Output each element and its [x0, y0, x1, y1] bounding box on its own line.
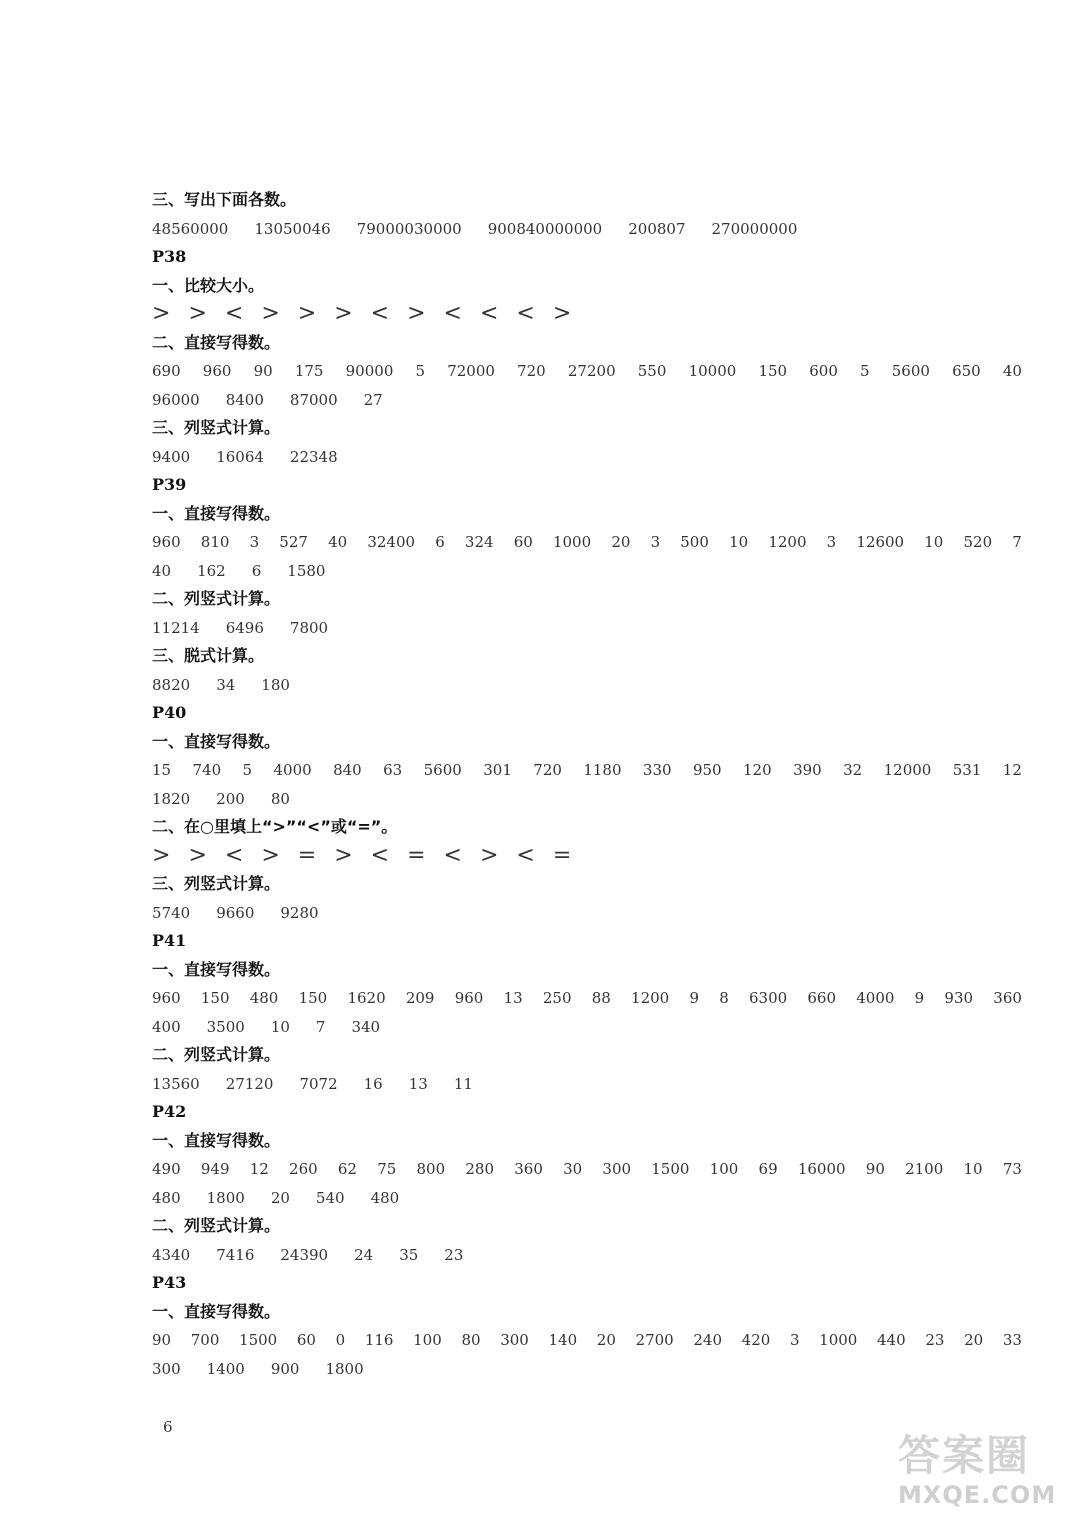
- answer-value: >: [407, 301, 426, 326]
- answer-row: [152, 1184, 1022, 1213]
- answer-value: =: [407, 842, 426, 868]
- answer-value: 20: [611, 533, 631, 551]
- answer-value: 480: [370, 1188, 400, 1207]
- answer-value: 1200: [768, 533, 807, 551]
- answer-value: 490: [152, 1160, 181, 1178]
- answer-value: 16000: [797, 1160, 846, 1178]
- answer-value: 12: [249, 1160, 269, 1178]
- answer-value: 440: [877, 1331, 906, 1349]
- answer-value: 390: [793, 761, 822, 779]
- answer-value: 960: [152, 533, 181, 551]
- answer-value: 8400: [225, 390, 264, 409]
- comparison-answers: [152, 300, 1022, 329]
- answer-value: 360: [993, 989, 1022, 1007]
- answer-value: 1820: [152, 789, 191, 808]
- answer-value: 11: [453, 1074, 473, 1093]
- page-label: P40: [152, 703, 187, 722]
- answer-value: 9660: [216, 903, 255, 922]
- answer-value: 15: [152, 761, 172, 779]
- answer-value: 1000: [552, 533, 592, 551]
- answer-value: =: [297, 842, 317, 868]
- answer-value: 40: [152, 561, 172, 580]
- answer-value: 73: [1002, 1160, 1022, 1178]
- answer-value: 280: [465, 1160, 495, 1178]
- answer-value: 7800: [289, 618, 329, 637]
- answer-value: 7072: [299, 1074, 338, 1093]
- answer-value: 13050046: [254, 219, 331, 238]
- answer-value: 13: [408, 1074, 428, 1093]
- answer-value: 150: [758, 362, 788, 380]
- answer-value: 5: [860, 362, 870, 380]
- answer-value: >: [334, 301, 353, 326]
- answer-value: 690: [152, 362, 181, 380]
- answer-value: <: [443, 842, 462, 868]
- answer-value: 90: [152, 1331, 172, 1349]
- answer-row: [152, 756, 1022, 785]
- answer-row: [152, 215, 1022, 244]
- answer-value: 1200: [631, 989, 670, 1007]
- answer-value: >: [152, 301, 171, 326]
- answer-value: 4000: [273, 761, 312, 779]
- answer-value: 96000: [152, 390, 200, 409]
- answer-value: >: [188, 301, 207, 326]
- page-label: P42: [152, 1102, 187, 1121]
- answer-value: 7416: [216, 1245, 255, 1264]
- answer-value: 24390: [280, 1245, 329, 1264]
- answer-row: [152, 671, 1022, 700]
- answer-value: 1400: [206, 1359, 245, 1378]
- answer-value: 3: [826, 533, 837, 551]
- answer-value: 3: [650, 533, 661, 551]
- answer-value: 720: [533, 761, 562, 779]
- answer-value: 930: [944, 989, 974, 1007]
- answer-value: 300: [152, 1359, 181, 1378]
- answer-value: 20: [270, 1188, 290, 1207]
- watermark-logo-text: 答案圈: [898, 1431, 1031, 1480]
- answer-row: [152, 614, 1022, 643]
- answer-value: 400: [152, 1017, 181, 1036]
- answer-value: 8: [719, 989, 729, 1007]
- answer-value: 4000: [856, 989, 895, 1007]
- answer-value: 1620: [347, 989, 386, 1007]
- answer-value: <: [479, 301, 499, 326]
- answer-value: 180: [261, 675, 290, 694]
- answer-value: 11214: [152, 618, 200, 637]
- answer-value: 7: [1012, 533, 1022, 551]
- answer-value: 40: [328, 533, 348, 551]
- answer-value: 4340: [152, 1245, 191, 1264]
- answer-value: 550: [637, 362, 667, 380]
- answer-value: >: [261, 842, 280, 868]
- answer-value: 20: [596, 1331, 616, 1349]
- answer-value: 40: [1002, 362, 1022, 380]
- answer-value: 9: [914, 989, 925, 1007]
- section-heading: 三、脱式计算。: [152, 646, 265, 665]
- answer-value: 720: [517, 362, 546, 380]
- answer-value: 527: [279, 533, 308, 551]
- answer-value: 9400: [152, 447, 191, 466]
- answer-value: 324: [464, 533, 494, 551]
- section-heading: 一、直接写得数。: [152, 731, 281, 751]
- answer-value: 600: [809, 362, 838, 380]
- answer-value: 700: [190, 1331, 220, 1349]
- answer-value: 5600: [891, 362, 930, 380]
- answer-value: 62: [337, 1160, 357, 1178]
- answer-value: 60: [513, 533, 533, 551]
- answer-value: 16064: [216, 447, 264, 466]
- answer-value: 9280: [280, 903, 319, 922]
- answer-value: <: [370, 842, 390, 868]
- answer-value: >: [297, 301, 317, 326]
- answer-value: 79000030000: [356, 219, 462, 238]
- answer-value: 116: [364, 1331, 394, 1349]
- answer-value: 360: [514, 1160, 543, 1178]
- answer-value: 250: [542, 989, 572, 1007]
- answer-row: [152, 557, 1022, 586]
- answer-value: 10: [729, 533, 749, 551]
- answer-value: 175: [294, 362, 324, 380]
- page-label: P39: [152, 475, 187, 494]
- comparison-answers: [152, 842, 1022, 871]
- answer-value: <: [224, 301, 244, 326]
- answer-value: 20: [964, 1331, 984, 1349]
- answer-value: 1000: [819, 1331, 858, 1349]
- answer-value: <: [516, 301, 535, 326]
- answer-value: 200807: [628, 219, 686, 238]
- answer-value: 1800: [206, 1188, 245, 1207]
- answer-value: 13: [503, 989, 523, 1007]
- answer-row: [152, 386, 1022, 415]
- answer-value: 100: [709, 1160, 739, 1178]
- answer-value: 5: [415, 362, 426, 380]
- answer-row: [152, 1355, 1022, 1384]
- answer-row: [152, 984, 1022, 1013]
- answer-row: [152, 1326, 1022, 1355]
- answer-value: 960: [202, 362, 232, 380]
- answer-value: 27: [363, 390, 383, 409]
- answer-value: 90: [253, 362, 273, 380]
- answer-value: 340: [351, 1017, 381, 1036]
- answer-row: [152, 357, 1022, 386]
- answer-value: 900840000000: [487, 219, 603, 238]
- answer-row: [152, 785, 1022, 814]
- answer-value: 32: [843, 761, 863, 779]
- answer-value: 48560000: [152, 219, 229, 238]
- page-label: P38: [152, 247, 187, 266]
- answer-document: [152, 186, 1022, 1383]
- answer-value: <: [443, 301, 462, 326]
- answer-value: 35: [399, 1245, 419, 1264]
- section-heading: 三、列竖式计算。: [152, 874, 281, 893]
- answer-value: 6: [435, 533, 445, 551]
- section-heading: 一、比较大小。: [152, 275, 265, 295]
- answer-value: 32400: [367, 533, 416, 551]
- page-number: 6: [163, 1418, 173, 1436]
- answer-value: 12: [1002, 761, 1022, 779]
- section-heading: 一、直接写得数。: [152, 1301, 281, 1321]
- answer-value: 10000: [688, 362, 737, 380]
- answer-value: 1500: [651, 1160, 690, 1178]
- answer-value: 6: [251, 561, 262, 580]
- answer-value: 75: [377, 1160, 397, 1178]
- page-label: P41: [152, 931, 187, 950]
- answer-value: 2700: [635, 1331, 674, 1349]
- answer-value: 2100: [905, 1160, 944, 1178]
- answer-value: 23: [925, 1331, 945, 1349]
- answer-value: 240: [693, 1331, 723, 1349]
- answer-value: 72000: [447, 362, 495, 380]
- answer-value: 420: [741, 1331, 771, 1349]
- answer-value: 840: [333, 761, 362, 779]
- answer-row: [152, 528, 1022, 557]
- answer-value: 10: [963, 1160, 983, 1178]
- answer-value: 3: [249, 533, 260, 551]
- answer-value: 5740: [152, 903, 191, 922]
- page-label: P43: [152, 1273, 187, 1292]
- answer-value: 10: [924, 533, 944, 551]
- section-heading: 二、列竖式计算。: [152, 1045, 281, 1064]
- answer-value: 270000000: [711, 219, 798, 238]
- answer-value: 90: [865, 1160, 885, 1178]
- answer-value: 540: [315, 1188, 345, 1207]
- answer-row: [152, 443, 1022, 472]
- answer-value: <: [370, 301, 390, 326]
- answer-value: 120: [743, 761, 772, 779]
- answer-row: [152, 1070, 1022, 1099]
- answer-value: 23: [444, 1245, 464, 1264]
- answer-value: 7: [315, 1017, 326, 1036]
- answer-value: 260: [289, 1160, 318, 1178]
- answer-value: 5600: [423, 761, 462, 779]
- answer-value: 9: [689, 989, 699, 1007]
- answer-value: 1800: [325, 1359, 364, 1378]
- answer-value: =: [552, 842, 572, 868]
- answer-value: 1580: [287, 561, 326, 580]
- section-heading: 二、列竖式计算。: [152, 589, 281, 608]
- answer-value: 88: [591, 989, 611, 1007]
- answer-value: 480: [152, 1188, 181, 1207]
- answer-value: 6300: [748, 989, 788, 1007]
- answer-value: 69: [758, 1160, 778, 1178]
- answer-value: 140: [548, 1331, 578, 1349]
- answer-value: 80: [270, 789, 290, 808]
- answer-value: 6496: [225, 618, 264, 637]
- answer-value: 87000: [289, 390, 338, 409]
- answer-value: 520: [963, 533, 993, 551]
- answer-value: 800: [416, 1160, 446, 1178]
- answer-value: 33: [1002, 1331, 1022, 1349]
- answer-value: >: [152, 842, 171, 868]
- answer-value: 34: [216, 675, 236, 694]
- answer-value: 480: [249, 989, 279, 1007]
- answer-value: 531: [952, 761, 982, 779]
- answer-row: [152, 1155, 1022, 1184]
- answer-value: 950: [692, 761, 722, 779]
- answer-value: 200: [216, 789, 245, 808]
- answer-value: 660: [807, 989, 837, 1007]
- answer-value: <: [516, 842, 535, 868]
- answer-row: [152, 899, 1022, 928]
- answer-value: 60: [296, 1331, 316, 1349]
- answer-value: 80: [461, 1331, 481, 1349]
- answer-value: 0: [335, 1331, 346, 1349]
- section-heading: 二、直接写得数。: [152, 332, 281, 352]
- answer-value: 3: [789, 1331, 800, 1349]
- answer-value: 150: [200, 989, 230, 1007]
- answer-value: >: [334, 842, 353, 868]
- answer-value: 162: [197, 561, 226, 580]
- answer-value: 100: [413, 1331, 442, 1349]
- answer-value: <: [224, 842, 244, 868]
- answer-value: 1180: [583, 761, 622, 779]
- watermark: [898, 1431, 1057, 1522]
- watermark-site: MXQE.COM: [898, 1481, 1057, 1509]
- answer-value: >: [261, 301, 280, 326]
- answer-value: 949: [200, 1160, 230, 1178]
- answer-value: 960: [152, 989, 181, 1007]
- answer-value: 740: [192, 761, 222, 779]
- section-heading: 三、列竖式计算。: [152, 418, 281, 437]
- section-heading: 二、在○里填上“>”“<”或“=”。: [152, 817, 398, 836]
- answer-row: [152, 1241, 1022, 1270]
- answer-value: 900: [270, 1359, 300, 1378]
- answer-row: [152, 1013, 1022, 1042]
- answer-value: 30: [563, 1160, 583, 1178]
- answer-value: 3500: [206, 1017, 245, 1036]
- answer-value: 301: [483, 761, 512, 779]
- answer-value: 960: [454, 989, 484, 1007]
- section-heading: 二、列竖式计算。: [152, 1216, 281, 1235]
- section-heading: 一、直接写得数。: [152, 1130, 281, 1150]
- answer-value: 27200: [567, 362, 616, 380]
- answer-value: 650: [952, 362, 981, 380]
- answer-value: 90000: [345, 362, 394, 380]
- answer-value: 330: [642, 761, 672, 779]
- section-heading: 一、直接写得数。: [152, 503, 281, 523]
- answer-value: 63: [383, 761, 403, 779]
- answer-value: 300: [500, 1331, 529, 1349]
- answer-value: 22348: [289, 447, 338, 466]
- answer-value: >: [552, 301, 572, 326]
- answer-value: 24: [354, 1245, 374, 1264]
- answer-value: 150: [298, 989, 328, 1007]
- answer-value: 27120: [225, 1074, 274, 1093]
- answer-value: >: [479, 842, 499, 868]
- answer-value: 13560: [152, 1074, 200, 1093]
- answer-value: 16: [363, 1074, 383, 1093]
- answer-value: >: [188, 842, 207, 868]
- answer-value: 209: [405, 989, 435, 1007]
- answer-value: 8820: [152, 675, 191, 694]
- section-heading: 一、直接写得数。: [152, 959, 281, 979]
- answer-value: 1500: [239, 1331, 278, 1349]
- answer-value: 500: [680, 533, 709, 551]
- answer-value: 12000: [883, 761, 932, 779]
- answer-value: 5: [242, 761, 253, 779]
- answer-value: 300: [602, 1160, 632, 1178]
- answer-value: 10: [270, 1017, 290, 1036]
- section-heading: 三、写出下面各数。: [152, 190, 297, 209]
- answer-value: 12600: [856, 533, 905, 551]
- answer-value: 810: [200, 533, 230, 551]
